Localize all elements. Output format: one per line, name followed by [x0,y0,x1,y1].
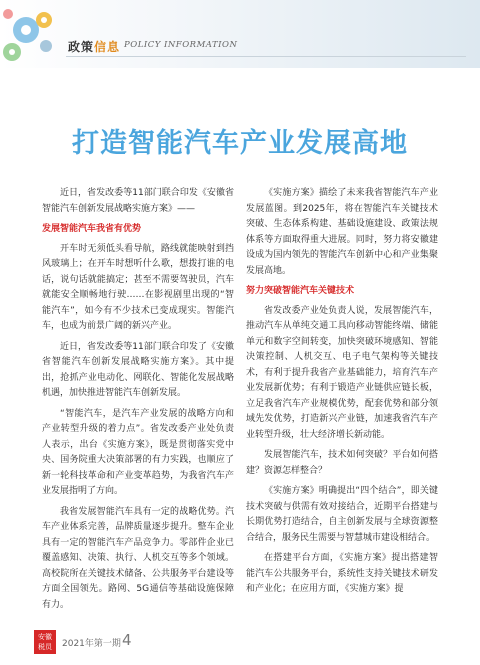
section-subtitle-en: POLICY INFORMATION [124,40,238,50]
paragraph: 近日，省发改委等11部门联合印发《安徽省智能汽车创新发展战略实施方案》—— [42,188,234,214]
paragraph: 省发改委产业处负责人说，发展智能汽车，推动汽车从单纯交通工具向移动智能终端、储能单元和数字空间转变，加快突破环境感知、智能决策控制、人机交互、电子电气架构等关键技术，有利于提升我省产业基础能力，培育汽车产业发展新优势；有利于锻造产业链供应链长板，立足我省汽车产业规模优势，配套优势和部分领域先发优势，打造新兴产业链，加速我省汽车产业转型升级，壮大经济增长新动能。 [246,305,438,440]
paragraph: “智能汽车，是汽车产业发展的战略方向和产业转型升级的着力点”。省发改委产业处负责人表示，出台《实施方案》，既是贯彻落实党中央、国务院重大决策部署的有力实践，也顺应了新一轮科技革命和产业变革趋势，为我省汽车产业发展指明了方向。 [42,408,234,496]
section-title: 政策信息 [68,40,121,54]
subheading: 努力突破智能汽车关键技术 [246,286,355,296]
gear-decoration-icon [0,0,80,70]
page-number: 4 [122,631,132,649]
paragraph: 我省发展智能汽车具有一定的战略优势。汽车产业体系完善，品牌质量逐步提升。整车企业具有一定的智能汽车产品竞争力。零部件企业已覆盖感知、决策、执行、人机交互等多个领域。高校院所在关键技术储备、公共服务平台建设等方面全国领先。路网、5G通信等基础设施保障有力。 [42,506,234,610]
paragraph: 《实施方案》明确提出“四个结合”，即关键技术突破与供需有效对接结合，近期平台搭建与长期优势打造结合，自主创新发展与全球资源整合结合，服务民生需要与智慧城市建设相结合。 [246,486,438,543]
left-column [42,186,234,618]
paragraph: 开车时无须低头看导航，路线就能映射到挡风玻璃上；在开车时想听什么歌，想拨打谁的电话，说句话就能搞定；甚至不需要驾驶员，汽车就能安全顺畅地行驶……在影视剧里出现的“智能汽车”，如今有不少技术已变成现实。智能汽车，也成为前景广阔的新兴产业。 [42,243,234,331]
right-column [246,186,438,603]
paragraph: 在搭建平台方面，《实施方案》提出搭建智能汽车公共服务平台，系统性支持关键技术研发和产业化；在应用方面，《实施方案》提 [246,553,438,594]
article-title: 打造智能汽车产业发展高地 [72,128,408,159]
magazine-badge: 安徽 税员 [34,630,56,654]
issue-label: 2021年第一期 [62,639,121,649]
paragraph: 近日，省发改委等11部门联合印发了《安徽省智能汽车创新发展战略实施方案》。其中提出，抢抓产业电动化、网联化、智能化发展战略机遇，加快推进智能汽车创新发展。 [42,341,234,398]
header-divider [66,56,466,57]
paragraph: 《实施方案》描绘了未来我省智能汽车产业发展蓝图。到2025年，将在智能汽车关键技术突破、生态体系构建、基础设施建设、政策法规体系等方面取得重大进展。同时，努力将安徽建设成为国内领先的智能汽车创新中心和产业集聚发展高地。 [246,188,438,276]
subheading: 发展智能汽车我省有优势 [42,224,142,234]
paragraph: 发展智能汽车，技术如何突破？平台如何搭建？资源怎样整合？ [246,450,438,476]
